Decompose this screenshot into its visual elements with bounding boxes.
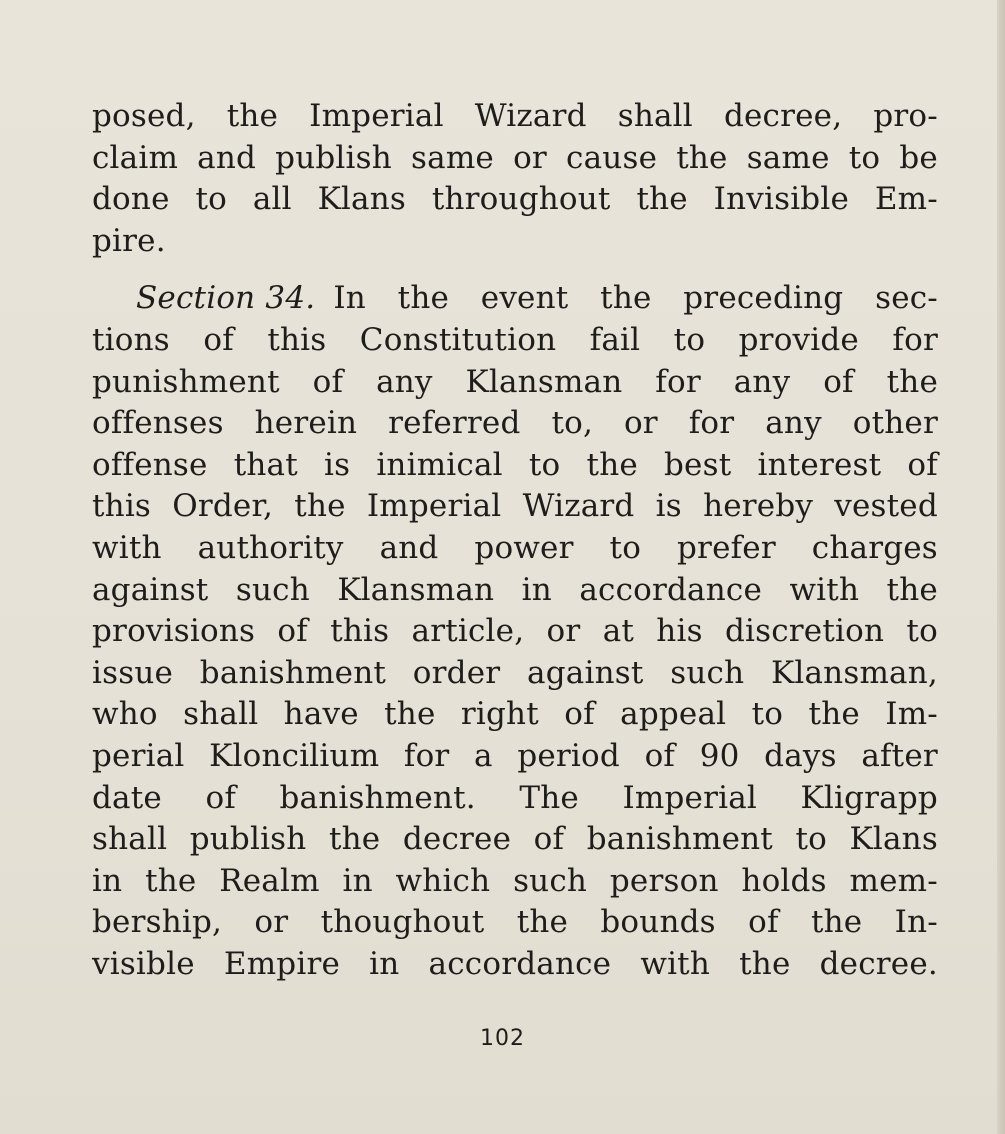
word: the — [397, 280, 450, 317]
word: banishment. — [279, 779, 476, 816]
word: same — [746, 139, 830, 176]
word: the — [294, 488, 346, 525]
word: Im- — [885, 696, 938, 733]
word: the — [886, 571, 938, 608]
word: cause — [566, 139, 658, 176]
word: of — [907, 446, 938, 483]
word: and — [379, 529, 439, 566]
word: to — [673, 321, 706, 358]
text-line — [92, 486, 938, 528]
word: to, — [551, 405, 594, 442]
word: or — [513, 139, 547, 176]
word: power — [474, 529, 574, 566]
word: hereby — [703, 488, 814, 525]
word: which — [395, 862, 491, 899]
word: throughout — [431, 181, 611, 218]
word: discretion — [724, 613, 885, 650]
word: in — [369, 945, 400, 982]
word: authority — [197, 529, 344, 566]
word: Kligrapp — [800, 779, 938, 816]
word: have — [283, 696, 359, 733]
word: holds — [741, 862, 827, 899]
word: Wizard — [474, 98, 587, 134]
text-line — [92, 179, 938, 221]
text-line — [92, 320, 938, 362]
word: posed, — [92, 98, 196, 134]
word: accordance — [428, 945, 612, 982]
text-line — [92, 694, 938, 736]
word: for — [655, 363, 701, 400]
word: to — [528, 446, 561, 483]
word: to — [906, 613, 938, 650]
text-line — [92, 570, 938, 612]
word: such — [235, 571, 310, 608]
word: bership, — [92, 904, 223, 941]
word: In- — [894, 904, 938, 941]
word: Em- — [874, 181, 938, 218]
word: in — [342, 862, 373, 899]
word: In — [333, 280, 366, 317]
word: Imperial — [622, 779, 758, 816]
word: with — [640, 945, 711, 982]
word: days — [764, 737, 837, 774]
word: 90 — [699, 737, 740, 774]
text-line — [92, 221, 938, 263]
word: of — [823, 363, 854, 400]
word: any — [765, 405, 822, 442]
word: this — [330, 613, 390, 650]
word: to — [609, 529, 642, 566]
word: the — [328, 821, 381, 858]
word: event — [480, 280, 569, 317]
word: to — [751, 696, 784, 733]
word: Klans — [849, 821, 938, 858]
word: for — [688, 405, 735, 442]
word: other — [852, 405, 938, 442]
word: referred — [388, 405, 521, 442]
word: Klansman, — [771, 654, 938, 691]
word: against — [92, 571, 209, 608]
word: done — [92, 181, 170, 218]
word: accordance — [579, 571, 763, 608]
word: offense — [92, 446, 208, 483]
word: of — [312, 363, 344, 400]
word: banishment — [199, 654, 387, 691]
word: shall — [92, 821, 168, 858]
word: charges — [811, 529, 938, 566]
word: of — [205, 779, 236, 816]
word: issue — [92, 654, 174, 691]
word: the — [739, 945, 791, 982]
word: of — [203, 321, 234, 358]
word: his — [656, 613, 703, 650]
text-line — [92, 819, 938, 861]
word: any — [733, 363, 791, 400]
word: with — [92, 529, 162, 566]
word: pire. — [92, 222, 166, 259]
word: all — [252, 181, 292, 218]
word: this — [267, 321, 327, 358]
word: Realm — [219, 862, 320, 899]
word: Klansman — [465, 363, 623, 400]
word: prefer — [677, 529, 776, 566]
word: preceding — [683, 280, 844, 317]
text-line — [92, 861, 938, 903]
word: the — [226, 98, 279, 134]
text-line — [92, 96, 938, 138]
section-34-first-line — [92, 278, 938, 320]
word: to — [848, 139, 881, 176]
word: the — [600, 280, 652, 317]
word: such — [513, 862, 588, 899]
word: the — [586, 446, 638, 483]
word: of — [277, 613, 308, 650]
word: right — [460, 696, 539, 733]
text-line — [92, 528, 938, 570]
section-heading: Section 34. — [136, 280, 316, 317]
word: same — [411, 139, 494, 176]
word: The — [519, 779, 579, 816]
word: Empire — [223, 945, 341, 982]
word: mem- — [849, 862, 938, 899]
word: or — [254, 904, 289, 941]
word: order — [412, 654, 501, 691]
word: shall — [617, 98, 693, 134]
word: interest — [757, 446, 882, 483]
word: pro- — [873, 98, 938, 134]
word: person — [609, 862, 719, 899]
word: bounds — [600, 904, 716, 941]
word: visible — [92, 945, 195, 982]
word: and — [197, 139, 257, 176]
word: be — [899, 139, 938, 176]
word: claim — [92, 139, 179, 176]
word: sec- — [875, 280, 938, 317]
word: shall — [183, 696, 259, 733]
word: banishment — [586, 821, 773, 858]
word: for — [892, 321, 938, 358]
word: period — [517, 737, 620, 774]
word: the — [384, 696, 436, 733]
text-line — [92, 902, 938, 944]
word: the — [676, 139, 728, 176]
word: provide — [738, 321, 859, 358]
text-line — [92, 653, 938, 695]
word: decree, — [723, 98, 843, 134]
word: Kloncilium — [209, 737, 380, 774]
word: who — [92, 696, 158, 733]
word: tions — [92, 321, 170, 358]
word: publish — [275, 139, 392, 176]
page-number: 102 — [480, 1026, 525, 1051]
word: provisions — [92, 613, 256, 650]
text-line — [92, 611, 938, 653]
word: Klans — [317, 181, 406, 218]
word: in — [92, 862, 123, 899]
word: Order, — [172, 488, 274, 525]
word: appeal — [620, 696, 727, 733]
paragraph-2 — [92, 320, 938, 986]
word: such — [670, 654, 745, 691]
word: Wizard — [522, 488, 635, 525]
word: the — [516, 904, 569, 941]
word: thoughout — [320, 904, 485, 941]
word: perial — [92, 737, 185, 774]
word: or — [546, 613, 581, 650]
word: of — [564, 696, 595, 733]
text-line — [92, 403, 938, 445]
word: is — [655, 488, 682, 525]
word: punishment — [92, 363, 280, 400]
word: any — [376, 363, 433, 400]
word: against — [527, 654, 644, 691]
word: decree. — [819, 945, 938, 982]
word: offenses — [92, 405, 224, 442]
text-line — [92, 778, 938, 820]
text-line — [92, 944, 938, 986]
word: decree — [402, 821, 512, 858]
word: this — [92, 488, 152, 525]
word: Constitution — [359, 321, 557, 358]
word: to — [795, 821, 828, 858]
word: a — [474, 737, 493, 774]
word: best — [664, 446, 732, 483]
word: of — [748, 904, 779, 941]
word: fail — [589, 321, 641, 358]
text-line — [92, 445, 938, 487]
word: publish — [189, 821, 307, 858]
text-line — [92, 138, 938, 180]
word: the — [808, 696, 860, 733]
text-line — [92, 362, 938, 404]
paragraph-1 — [92, 96, 938, 262]
word: the — [810, 904, 863, 941]
word: herein — [254, 405, 358, 442]
word: Imperial — [309, 98, 444, 134]
page-edge — [997, 0, 1005, 1134]
word: of — [644, 737, 676, 774]
word: the — [886, 363, 938, 400]
word: or — [623, 405, 658, 442]
word: for — [403, 737, 450, 774]
word: of — [533, 821, 565, 858]
word: the — [636, 181, 688, 218]
word: with — [789, 571, 860, 608]
word: after — [861, 737, 938, 774]
word: vested — [834, 488, 938, 525]
word: at — [602, 613, 635, 650]
word: Klansman — [337, 571, 495, 608]
word: that — [233, 446, 298, 483]
word: article, — [411, 613, 525, 650]
word: inimical — [376, 446, 503, 483]
word: Imperial — [366, 488, 502, 525]
word: date — [92, 779, 162, 816]
page-text — [92, 96, 938, 985]
word: in — [521, 571, 552, 608]
text-line — [92, 736, 938, 778]
word: the — [145, 862, 197, 899]
word: Invisible — [713, 181, 850, 218]
word: is — [323, 446, 351, 483]
section-34-first-line-text — [333, 278, 938, 320]
word: to — [195, 181, 227, 218]
